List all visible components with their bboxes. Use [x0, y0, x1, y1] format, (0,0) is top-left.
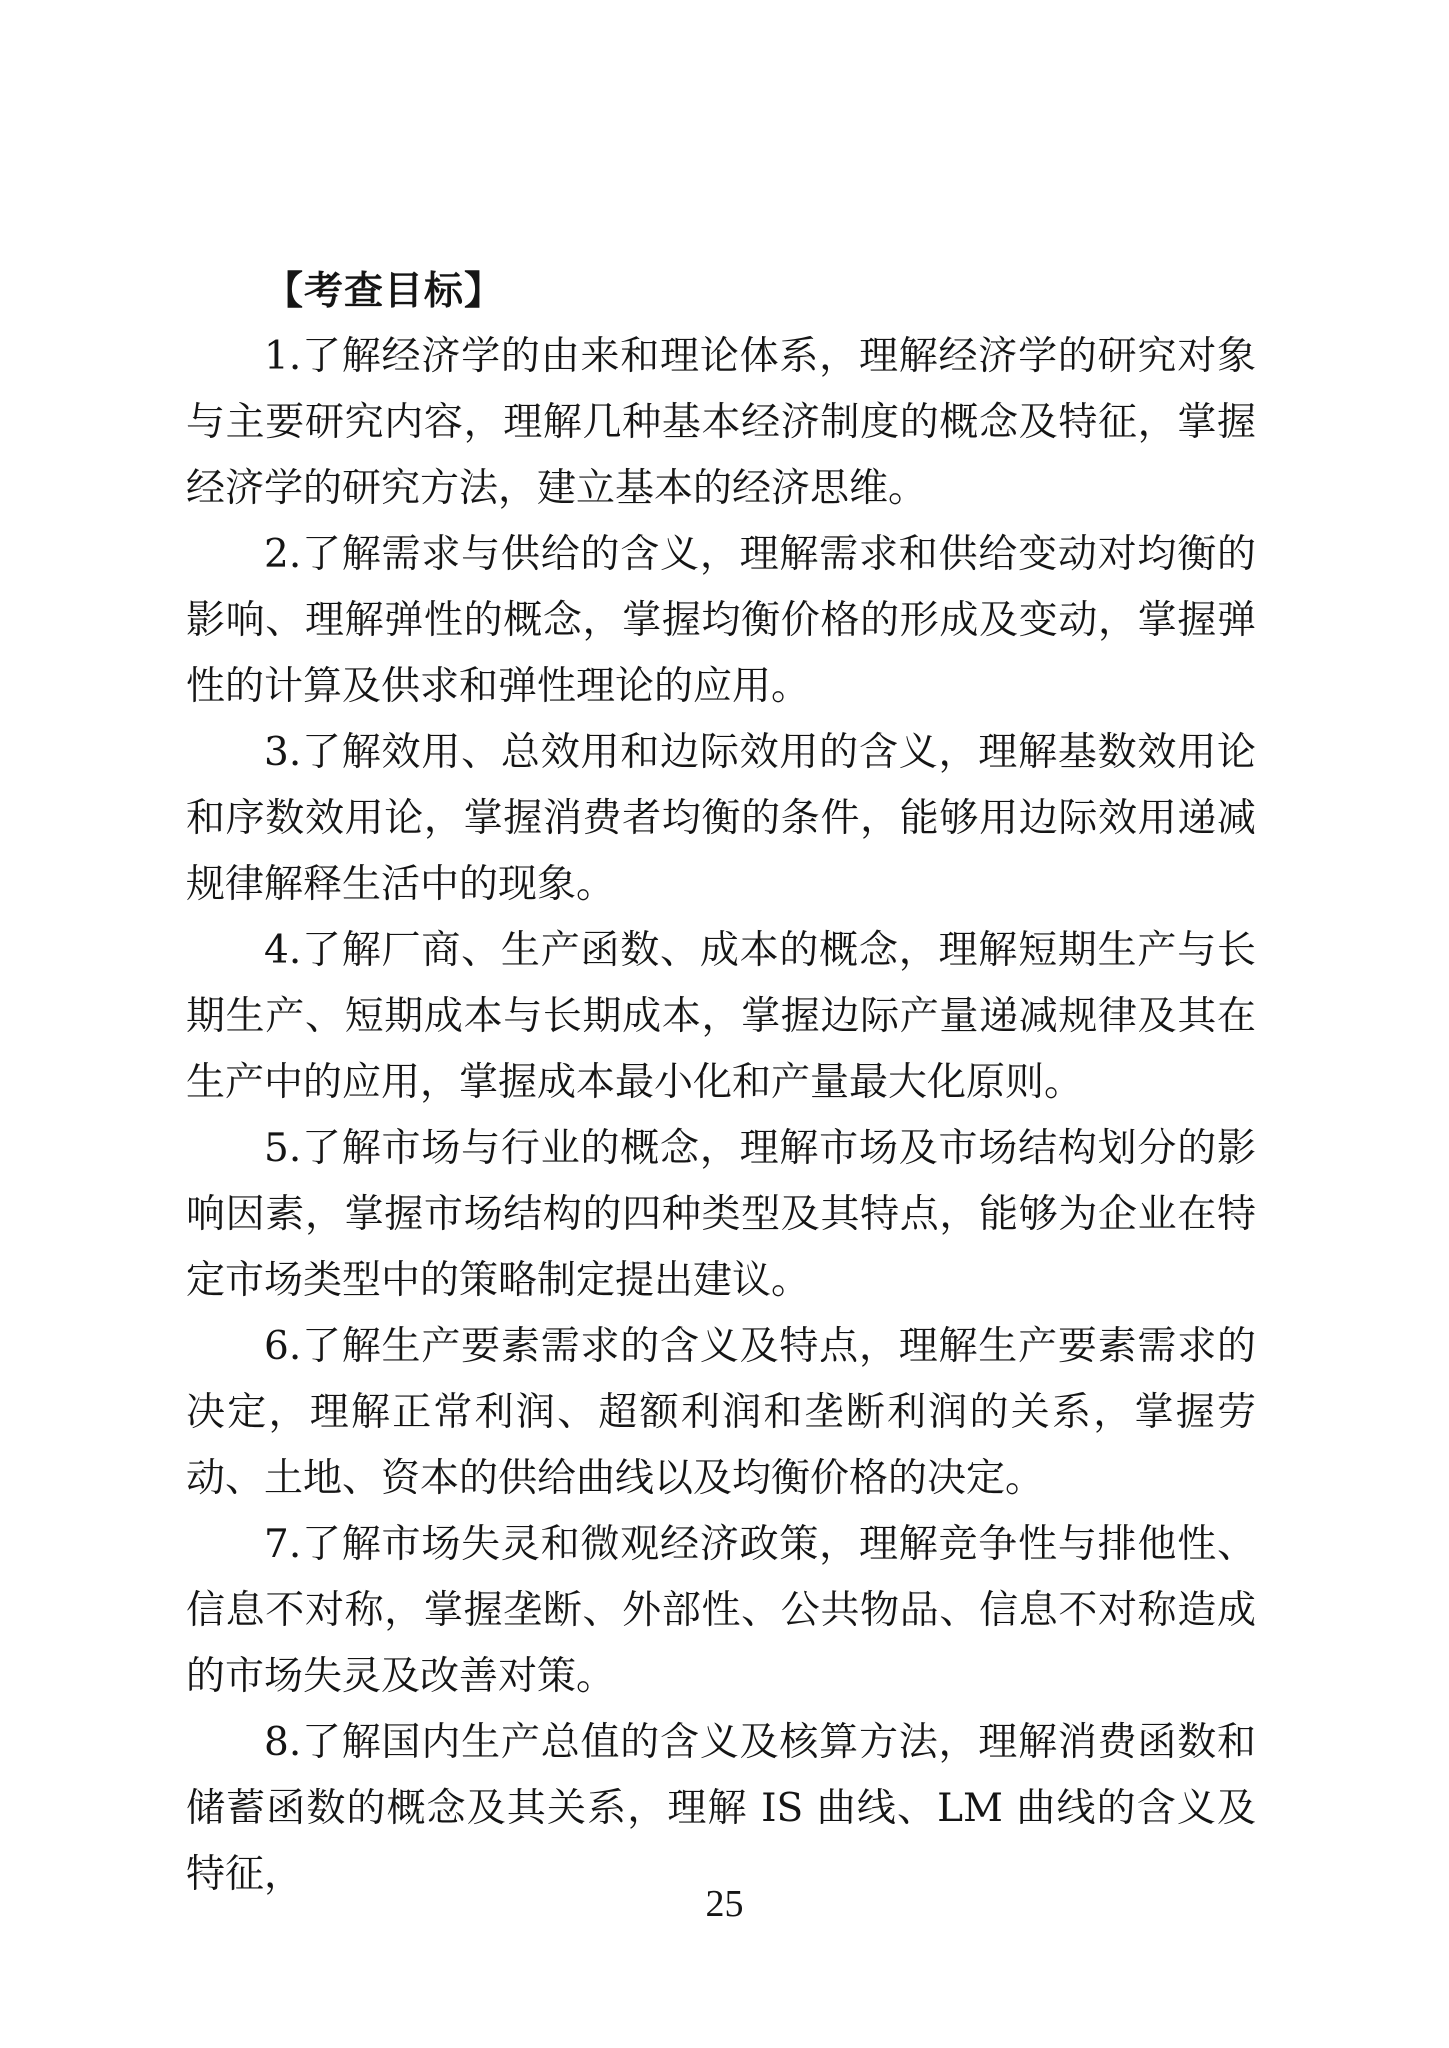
paragraph-objective-4: 4.了解厂商、生产函数、成本的概念，理解短期生产与长期生产、短期成本与长期成本，掌握边际产量递减规律及其在生产中的应用，掌握成本最小化和产量最大化原则。	[186, 928, 1256, 1105]
paragraph-objective-3: 3.了解效用、总效用和边际效用的含义，理解基数效用论和序数效用论，掌握消费者均衡的条件，能够用边际效用递减规律解释生活中的现象。	[186, 730, 1256, 907]
paragraph-objective-2: 2.了解需求与供给的含义，理解需求和供给变动对均衡的影响、理解弹性的概念，掌握均衡价格的形成及变动，掌握弹性的计算及供求和弹性理论的应用。	[186, 532, 1256, 709]
page-number: 25	[705, 1883, 744, 1925]
section-heading: 【考查目标】	[264, 268, 505, 314]
paragraph-objective-1: 1.了解经济学的由来和理论体系，理解经济学的研究对象与主要研究内容，理解几种基本经济制度的概念及特征，掌握经济学的研究方法，建立基本的经济思维。	[186, 334, 1256, 511]
paragraph-objective-8: 8.了解国内生产总值的含义及核算方法，理解消费函数和储蓄函数的概念及其关系，理解 IS 曲线、LM 曲线的含义及特征，	[186, 1720, 1256, 1897]
paragraph-objective-5: 5.了解市场与行业的概念，理解市场及市场结构划分的影响因素，掌握市场结构的四种类型及其特点，能够为企业在特定市场类型中的策略制定提出建议。	[186, 1126, 1256, 1303]
paragraph-objective-7: 7.了解市场失灵和微观经济政策，理解竞争性与排他性、信息不对称，掌握垄断、外部性、公共物品、信息不对称造成的市场失灵及改善对策。	[186, 1522, 1256, 1699]
paragraph-objective-6: 6.了解生产要素需求的含义及特点，理解生产要素需求的决定，理解正常利润、超额利润和垄断利润的关系，掌握劳动、土地、资本的供给曲线以及均衡价格的决定。	[186, 1324, 1256, 1501]
text-block	[186, 258, 1256, 1908]
